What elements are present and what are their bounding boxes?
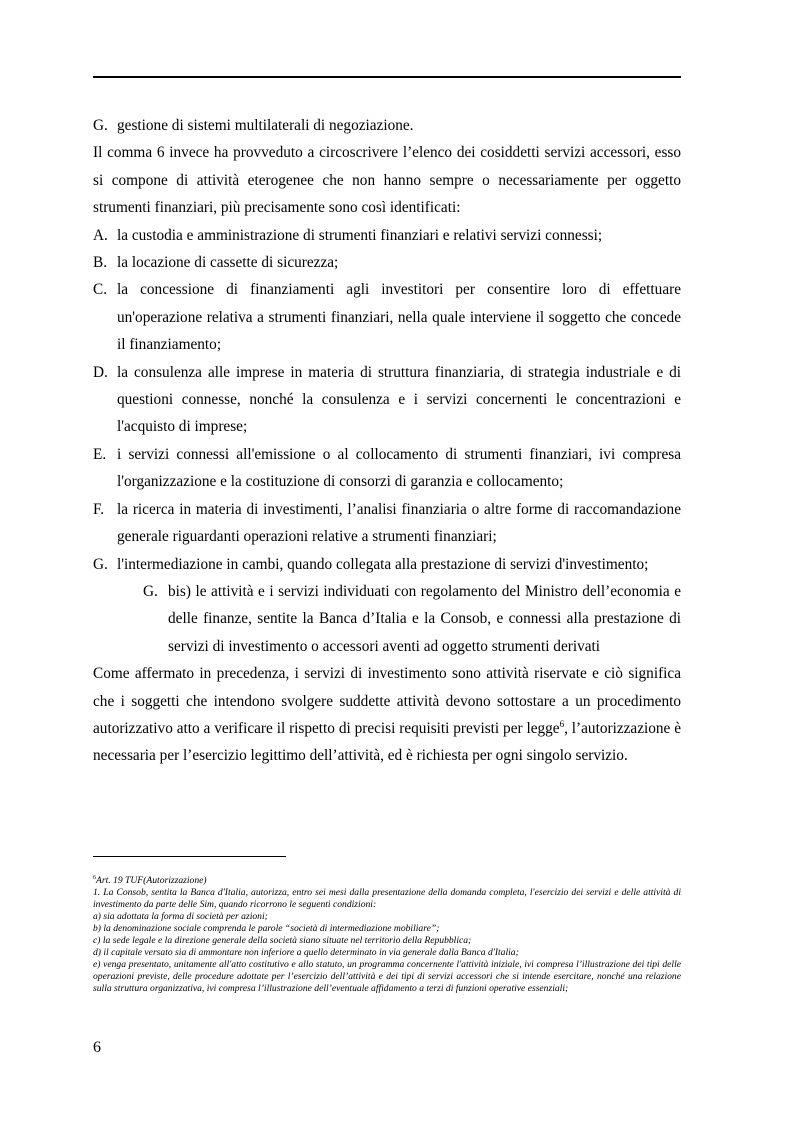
accessory-services-list [93,222,681,578]
paragraph-authorization [93,660,681,770]
list-item-text: l'intermediazione in cambi, quando collegata alla prestazione di servizi d'investimento; [117,555,649,573]
list-item [93,249,681,276]
footnote-line: b) la denominazione sociale comprenda le parole “società di intermediazione mobiliare”; [93,923,440,934]
list-item [93,222,681,249]
list-item-label: G. [93,117,108,134]
list-item-text: la custodia e amministrazione di strumenti finanziari e relativi servizi connessi; [117,226,603,244]
list-item-intro [93,112,681,139]
list-item-label: F. [93,500,105,518]
list-item-label: E. [93,445,107,463]
footnote-line: a) sia adottata la forma di società per azioni; [93,911,268,922]
list-item-text: la locazione di cassette di sicurezza; [117,254,339,272]
list-item [93,496,681,551]
list-item [93,551,681,578]
footnote-line: 1. La Consob, sentita la Banca d'Italia, autorizza, entro sei mesi dalla presentazione della domanda completa, l'esercizio dei servizi e delle attività di investimento da parte delle Sim, quando ricorrono le seguenti condizioni: [93,887,681,910]
footnote-line: d) il capitale versato sia di ammontare non inferiore a quello determinato in via generale dalla Banca d'Italia; [93,947,519,958]
list-item-label: D. [93,363,108,381]
list-item-label: B. [93,254,108,272]
paragraph-text-continued: , l’autorizzazione è necessaria per l’esercizio legittimo dell’attività, ed è richiesta per ogni singolo servizio. [93,719,681,765]
list-item-label: G. [93,555,108,573]
footnote-line: e) venga presentato, unitamente all'atto costitutivo e allo statuto, un programma concernente l'attività iniziale, ivi compresa l’illustrazione dei tipi delle operazioni previste, delle procedure adottate per l’esercizio dell’attività e dei tipi di servizi accessori che si intende esercitare, nonché una relazione sulla struttura organizzativa, ivi compresa l’illustrazione dell’eventuale affidamento a terzi di funzioni operative essenziali; [93,959,681,994]
page-number: 6 [93,1039,101,1056]
paragraph-comma-6: Il comma 6 invece ha provveduto a circoscrivere l’elenco dei cosiddetti servizi accessori, esso si compone di attività eterogenee che non hanno sempre o necessariamente per oggetto strumenti finanziari, più precisamente sono così identificati: [93,144,681,217]
list-item-text: la ricerca in materia di investimenti, l’analisi finanziaria o altre forme di raccomandazione generale riguardanti operazioni relative a strumenti finanziari; [117,500,681,546]
list-item-label: G. [143,582,158,600]
list-item-text: bis) le attività e i servizi individuati con regolamento del Ministro dell’economia e delle finanze, sentite la Banca d’Italia e la Consob, e connessi alla prestazione di servizi di investimento o accessori aventi ad oggetto strumenti derivati [168,582,681,655]
list-item-text: i servizi connessi all'emissione o al collocamento di strumenti finanziari, ivi compresa l'organizzazione e la costituzione di consorzi di garanzia e collocamento; [117,445,681,491]
footnote-lines [93,887,681,995]
footnote-title-line [93,875,681,887]
list-item-text: la concessione di finanziamenti agli investitori per consentire loro di effettuare un'operazione relativa a strumenti finanziari, nella quale interviene il soggetto che concede il finanziamento; [117,281,681,354]
list-item-label: C. [93,281,108,299]
body-text [93,112,681,770]
footnote-title: Art. 19 TUF(Autorizzazione) [96,875,207,886]
header-rule [93,76,681,78]
list-item-label: A. [93,226,108,244]
footnote [93,875,681,995]
paragraph-text: Come affermato in precedenza, i servizi di investimento sono attività riservate e ciò significa che i soggetti che intendono svolgere suddette attività devono sottostare a un procedimento autorizzativo atto a verificare il rispetto di precisi requisiti previsti per legge [93,665,681,737]
list-item [93,276,681,358]
footnote-reference[interactable]: 6 [559,718,565,729]
footnote-rule [93,856,286,857]
list-item [93,441,681,496]
list-item-text: la consulenza alle imprese in materia di struttura finanziaria, di strategia industriale e di questioni connesse, nonché la consulenza e i servizi concernenti le concentrazioni e l'acquisto di imprese; [117,363,681,436]
list-item-g-bis [93,578,681,660]
list-item [93,359,681,441]
footnote-mark: 6 [93,875,96,881]
footnote-line: c) la sede legale e la direzione generale della società siano situate nel territorio della Repubblica; [93,935,472,946]
list-item-text: gestione di sistemi multilaterali di negoziazione. [117,117,414,134]
